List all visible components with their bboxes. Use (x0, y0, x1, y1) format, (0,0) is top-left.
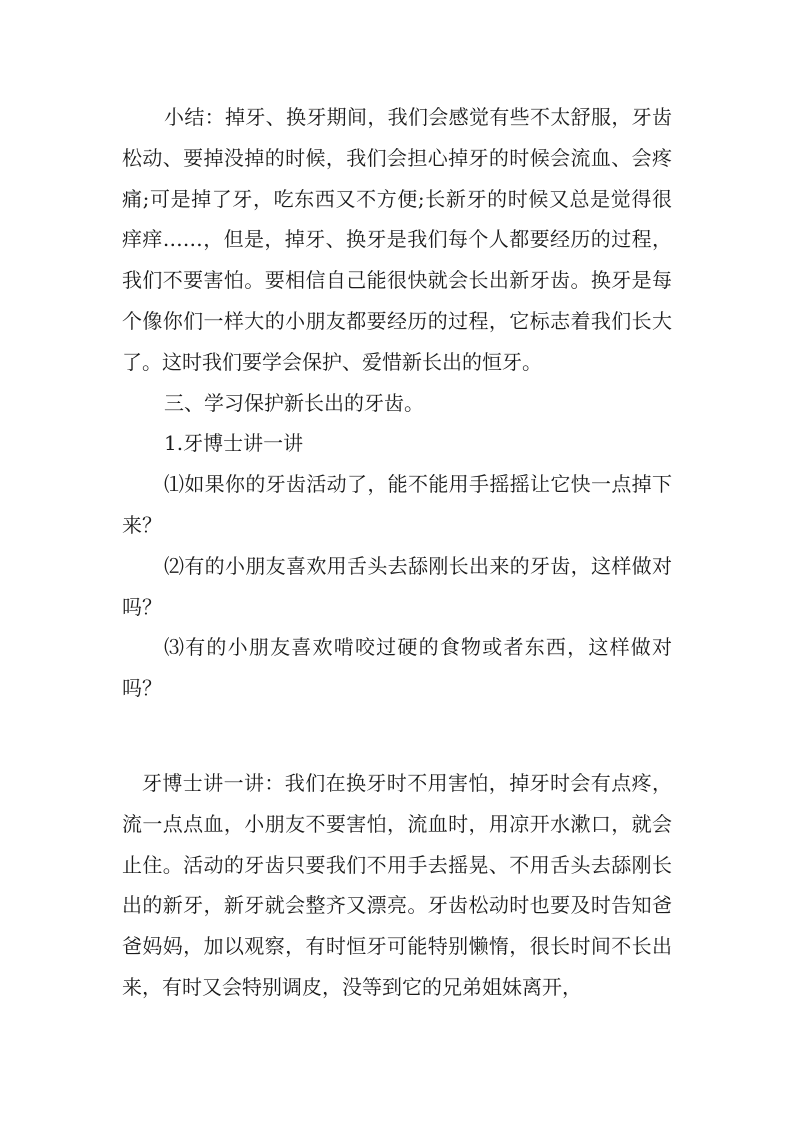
sub-heading: 1.牙博士讲一讲 (164, 431, 304, 456)
question-paragraph-1: ⑴如果你的牙齿活动了，能不能用手摇摇让它快一点掉下来？ (122, 472, 672, 537)
text-block-top (122, 97, 672, 709)
summary-paragraph: 小结：掉牙、换牙期间，我们会感觉有些不太舒服，牙齿松动、要掉没掉的时候，我们会担心掉牙的时候会流血、会疼痛;可是掉了牙，吃东西又不方便;长新牙的时候又总是觉得很痒痒……，但是，掉牙、换牙是我们每个人都要经历的过程，我们不要害怕。要相信自己能很快就会长出新牙齿。换牙是每个像你们一样大的小朋友都要经历的过程，它标志着我们长大了。这时我们要学会保护、爱惜新长出的恒牙。 (122, 105, 672, 374)
text-block-bottom (122, 763, 672, 1008)
question-paragraph-3: ⑶有的小朋友喜欢啃咬过硬的食物或者东西，这样做对吗？ (122, 635, 672, 701)
section-heading: 三、学习保护新长出的牙齿。 (164, 390, 424, 415)
doctor-talk-paragraph: 牙博士讲一讲：我们在换牙时不用害怕，掉牙时会有点疼，流一点点血，小朋友不要害怕，流血时，用凉开水漱口，就会止住。活动的牙齿只要我们不用手去摇晃、不用舌头去舔刚长出的新牙，新牙就会整齐又漂亮。牙齿松动时也要及时告知爸爸妈妈，加以观察，有时恒牙可能特别懒惰，很长时间不长出来，有时又会特别调皮，没等到它的兄弟姐妹离开， (122, 771, 672, 999)
question-paragraph-2: ⑵有的小朋友喜欢用舌头去舔刚长出来的牙齿，这样做对吗？ (122, 553, 672, 619)
